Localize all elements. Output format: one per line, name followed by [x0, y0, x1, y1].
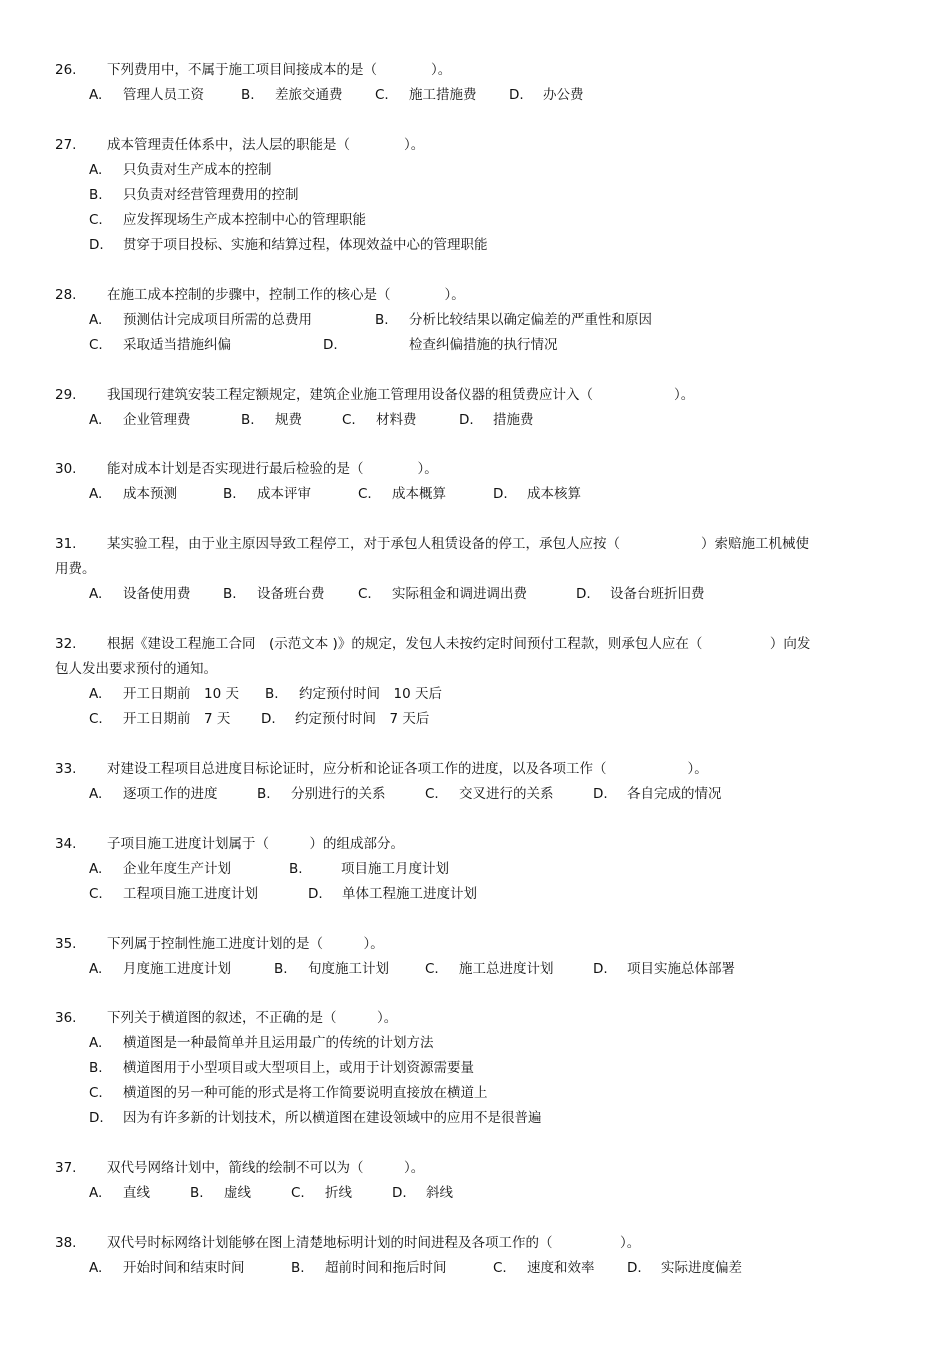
- option-letter: D.: [576, 586, 591, 602]
- option-letter: A.: [89, 586, 103, 602]
- option-text: 成本预测: [123, 486, 177, 502]
- option-letter: C.: [493, 1260, 507, 1276]
- answer-option[interactable]: [89, 682, 239, 707]
- question-stem: [55, 832, 895, 857]
- option-letter: B.: [375, 312, 389, 328]
- option-text: 措施费: [493, 412, 534, 428]
- question-stem: [55, 632, 895, 657]
- option-text: 检查纠偏措施的执行情况: [409, 337, 558, 353]
- answer-option[interactable]: [241, 83, 343, 108]
- option-text: 成本评审: [257, 486, 311, 502]
- answer-option[interactable]: [89, 208, 366, 233]
- option-letter: C.: [89, 711, 103, 727]
- option-text: 折线: [325, 1185, 352, 1201]
- answer-option[interactable]: [342, 408, 417, 433]
- option-letter: D.: [89, 1110, 104, 1126]
- question-stem: [55, 1006, 895, 1031]
- option-letter: D.: [392, 1185, 407, 1201]
- option-text: 约定预付时间 10 天后: [299, 686, 442, 702]
- option-row: [55, 882, 895, 907]
- answer-option[interactable]: [89, 158, 272, 183]
- question-item: [55, 757, 895, 807]
- answer-option[interactable]: [241, 408, 302, 433]
- question-text: 下列费用中，不属于施工项目间接成本的是（ ）。: [107, 62, 452, 78]
- answer-option[interactable]: [576, 582, 705, 607]
- option-text: 因为有许多新的计划技术，所以横道图在建设领域中的应用不是很普遍: [123, 1110, 542, 1126]
- question-item: [55, 58, 895, 108]
- question-item: [55, 532, 895, 607]
- answer-option[interactable]: [89, 183, 299, 208]
- option-text: 单体工程施工进度计划: [342, 886, 477, 902]
- option-text: 分析比较结果以确定偏差的严重性和原因: [409, 312, 652, 328]
- answer-option[interactable]: [89, 333, 231, 358]
- question-number: 33.: [55, 761, 77, 777]
- question-text: 双代号网络计划中，箭线的绘制不可以为（ ）。: [107, 1160, 425, 1176]
- option-row: [55, 83, 895, 108]
- option-text: 开工日期前 7 天: [123, 711, 231, 727]
- option-row: [55, 158, 895, 183]
- option-letter: B.: [265, 686, 279, 702]
- option-row: [55, 1106, 895, 1131]
- option-text: 交叉进行的关系: [459, 786, 554, 802]
- option-letter: D.: [493, 486, 508, 502]
- answer-option[interactable]: [223, 582, 325, 607]
- answer-option[interactable]: [509, 83, 584, 108]
- question-item: [55, 457, 895, 507]
- option-text: 超前时间和拖后时间: [325, 1260, 447, 1276]
- question-number: 27.: [55, 137, 77, 153]
- option-text: 实际租金和调进调出费: [392, 586, 527, 602]
- option-letter: C.: [342, 412, 356, 428]
- option-text: 项目施工月度计划: [341, 861, 449, 877]
- option-text: 旬度施工计划: [308, 961, 389, 977]
- option-letter: A.: [89, 412, 103, 428]
- answer-option[interactable]: [89, 1031, 434, 1056]
- option-letter: A.: [89, 312, 103, 328]
- option-row: [55, 1256, 895, 1281]
- option-text: 企业管理费: [123, 412, 191, 428]
- option-row: [55, 208, 895, 233]
- answer-option[interactable]: [358, 482, 446, 507]
- option-letter: D.: [509, 87, 524, 103]
- option-letter: B.: [274, 961, 288, 977]
- option-text: 速度和效率: [527, 1260, 595, 1276]
- question-item: [55, 832, 895, 907]
- option-text: 预测估计完成项目所需的总费用: [123, 312, 312, 328]
- question-number: 35.: [55, 936, 77, 952]
- option-text: 直线: [123, 1185, 150, 1201]
- question-stem: [55, 1156, 895, 1181]
- answer-option[interactable]: [89, 707, 230, 732]
- question-item: [55, 133, 895, 258]
- answer-option[interactable]: [89, 1256, 245, 1281]
- answer-option[interactable]: [375, 308, 652, 333]
- option-text: 规费: [275, 412, 302, 428]
- answer-option[interactable]: [291, 1181, 352, 1206]
- answer-option[interactable]: [425, 957, 554, 982]
- question-text: 能对成本计划是否实现进行最后检验的是（ ）。: [107, 461, 438, 477]
- answer-option[interactable]: [89, 408, 191, 433]
- answer-option[interactable]: [190, 1181, 251, 1206]
- question-item: [55, 632, 895, 732]
- option-text: 企业年度生产计划: [123, 861, 231, 877]
- option-text: 约定预付时间 7 天后: [295, 711, 430, 727]
- answer-option[interactable]: [274, 957, 389, 982]
- answer-option[interactable]: [89, 1081, 488, 1106]
- option-letter: A.: [89, 961, 103, 977]
- option-row: [55, 183, 895, 208]
- option-letter: D.: [89, 237, 104, 253]
- answer-option[interactable]: [289, 857, 449, 882]
- option-letter: C.: [89, 212, 103, 228]
- answer-option[interactable]: [89, 857, 231, 882]
- option-letter: A.: [89, 1260, 103, 1276]
- option-letter: D.: [593, 961, 608, 977]
- answer-option[interactable]: [291, 1256, 447, 1281]
- question-text-continued: 包人发出要求预付的通知。: [55, 661, 217, 677]
- question-item: [55, 1006, 895, 1131]
- option-letter: D.: [323, 337, 338, 353]
- option-text: 成本核算: [527, 486, 581, 502]
- question-text: 对建设工程项目总进度目标论证时，应分析和论证各项工作的进度，以及各项工作（ ）。: [107, 761, 708, 777]
- question-number: 32.: [55, 636, 77, 652]
- question-stem: [55, 283, 895, 308]
- question-item: [55, 383, 895, 433]
- option-row: [55, 408, 895, 433]
- question-number: 34.: [55, 836, 77, 852]
- option-letter: C.: [425, 961, 439, 977]
- answer-option[interactable]: [89, 83, 204, 108]
- option-text: 应发挥现场生产成本控制中心的管理职能: [123, 212, 366, 228]
- question-item: [55, 1156, 895, 1206]
- option-row: [55, 682, 895, 707]
- answer-option[interactable]: [593, 782, 722, 807]
- question-text: 下列关于横道图的叙述，不正确的是（ ）。: [107, 1010, 398, 1026]
- option-text: 分别进行的关系: [291, 786, 386, 802]
- option-letter: B.: [223, 486, 237, 502]
- answer-option[interactable]: [308, 882, 477, 907]
- answer-option[interactable]: [265, 682, 442, 707]
- answer-option[interactable]: [375, 83, 477, 108]
- option-letter: C.: [89, 337, 103, 353]
- question-number: 26.: [55, 62, 77, 78]
- option-letter: A.: [89, 786, 103, 802]
- option-letter: B.: [223, 586, 237, 602]
- option-row: [55, 957, 895, 982]
- option-text: 办公费: [543, 87, 584, 103]
- option-letter: C.: [89, 1085, 103, 1101]
- question-text: 根据《建设工程施工合同 (示范文本 )》的规定，发包人未按约定时间预付工程款，则承包人应在（ ）向发: [107, 636, 811, 652]
- option-letter: A.: [89, 162, 103, 178]
- option-text: 只负责对生产成本的控制: [123, 162, 272, 178]
- option-text: 项目实施总体部署: [627, 961, 735, 977]
- option-text: 开始时间和结束时间: [123, 1260, 245, 1276]
- option-text: 施工总进度计划: [459, 961, 554, 977]
- option-text: 各自完成的情况: [627, 786, 722, 802]
- answer-option[interactable]: [89, 482, 177, 507]
- option-letter: B.: [289, 861, 303, 877]
- option-text: 贯穿于项目投标、实施和结算过程，体现效益中心的管理职能: [123, 237, 488, 253]
- answer-option[interactable]: [89, 1181, 150, 1206]
- option-text: 月度施工进度计划: [123, 961, 231, 977]
- answer-option[interactable]: [89, 1106, 542, 1131]
- question-stem: [55, 932, 895, 957]
- question-stem: [55, 383, 895, 408]
- option-text: 设备台班折旧费: [610, 586, 705, 602]
- option-letter: C.: [358, 586, 372, 602]
- question-stem: [55, 1231, 895, 1256]
- option-letter: D.: [459, 412, 474, 428]
- answer-option[interactable]: [627, 1256, 742, 1281]
- option-letter: D.: [261, 711, 276, 727]
- option-text: 设备班台费: [257, 586, 325, 602]
- answer-option[interactable]: [425, 782, 554, 807]
- question-text: 在施工成本控制的步骤中，控制工作的核心是（ ）。: [107, 287, 465, 303]
- option-text: 开工日期前 10 天: [123, 686, 239, 702]
- option-letter: B.: [241, 87, 255, 103]
- question-number: 37.: [55, 1160, 77, 1176]
- option-letter: A.: [89, 87, 103, 103]
- question-text: 成本管理责任体系中，法人层的职能是（ ）。: [107, 137, 425, 153]
- question-text: 双代号时标网络计划能够在图上清楚地标明计划的时间进程及各项工作的（ ）。: [107, 1235, 641, 1251]
- option-letter: A.: [89, 1035, 103, 1051]
- option-letter: B.: [291, 1260, 305, 1276]
- option-row: [55, 333, 895, 358]
- answer-option[interactable]: [223, 482, 311, 507]
- option-letter: B.: [89, 1060, 103, 1076]
- question-stem: [55, 133, 895, 158]
- option-row: [55, 233, 895, 258]
- option-row: [55, 308, 895, 333]
- question-text: 我国现行建筑安装工程定额规定，建筑企业施工管理用设备仪器的租赁费应计入（ ）。: [107, 387, 695, 403]
- question-number: 28.: [55, 287, 77, 303]
- option-row: [55, 1181, 895, 1206]
- answer-option[interactable]: [493, 1256, 595, 1281]
- option-text: 成本概算: [392, 486, 446, 502]
- option-letter: C.: [358, 486, 372, 502]
- option-letter: D.: [627, 1260, 642, 1276]
- option-text: 施工措施费: [409, 87, 477, 103]
- option-letter: B.: [190, 1185, 204, 1201]
- option-letter: C.: [291, 1185, 305, 1201]
- option-letter: B.: [241, 412, 255, 428]
- answer-option[interactable]: [392, 1181, 453, 1206]
- answer-option[interactable]: [358, 582, 527, 607]
- option-letter: B.: [89, 187, 103, 203]
- question-stem: [55, 58, 895, 83]
- option-letter: A.: [89, 1185, 103, 1201]
- option-text: 只负责对经营管理费用的控制: [123, 187, 299, 203]
- option-text: 横道图的另一种可能的形式是将工作简要说明直接放在横道上: [123, 1085, 488, 1101]
- option-text: 材料费: [376, 412, 417, 428]
- answer-option[interactable]: [89, 957, 231, 982]
- option-row: [55, 1081, 895, 1106]
- option-row: [55, 857, 895, 882]
- question-text: 某实验工程，由于业主原因导致工程停工，对于承包人租赁设备的停工，承包人应按（ ）索赔施工机械使: [107, 536, 809, 552]
- question-item: [55, 283, 895, 358]
- answer-option[interactable]: [89, 782, 218, 807]
- answer-option[interactable]: [261, 707, 429, 732]
- option-row: [55, 1031, 895, 1056]
- question-number: 31.: [55, 536, 77, 552]
- option-text: 实际进度偏差: [661, 1260, 742, 1276]
- answer-option[interactable]: [89, 308, 312, 333]
- option-letter: B.: [257, 786, 271, 802]
- option-row: [55, 582, 895, 607]
- question-number: 38.: [55, 1235, 77, 1251]
- question-number: 29.: [55, 387, 77, 403]
- option-text: 横道图是一种最简单并且运用最广的传统的计划方法: [123, 1035, 434, 1051]
- answer-option[interactable]: [323, 333, 558, 358]
- option-text: 工程项目施工进度计划: [123, 886, 258, 902]
- option-row: [55, 1056, 895, 1081]
- question-text: 子项目施工进度计划属于（ ）的组成部分。: [107, 836, 404, 852]
- question-stem: [55, 757, 895, 782]
- option-text: 逐项工作的进度: [123, 786, 218, 802]
- option-text: 差旅交通费: [275, 87, 343, 103]
- question-item: [55, 1231, 895, 1281]
- answer-option[interactable]: [89, 582, 191, 607]
- question-number: 30.: [55, 461, 77, 477]
- question-text-continued: 用费。: [55, 561, 96, 577]
- question-number: 36.: [55, 1010, 77, 1026]
- option-letter: D.: [308, 886, 323, 902]
- option-text: 管理人员工资: [123, 87, 204, 103]
- option-letter: C.: [89, 886, 103, 902]
- question-stem: [55, 532, 895, 557]
- option-letter: C.: [375, 87, 389, 103]
- answer-option[interactable]: [89, 233, 488, 258]
- option-letter: D.: [593, 786, 608, 802]
- answer-option[interactable]: [89, 1056, 474, 1081]
- option-letter: A.: [89, 486, 103, 502]
- question-item: [55, 932, 895, 982]
- option-text: 横道图用于小型项目或大型项目上，或用于计划资源需要量: [123, 1060, 474, 1076]
- option-row: [55, 707, 895, 732]
- option-letter: A.: [89, 861, 103, 877]
- option-letter: A.: [89, 686, 103, 702]
- answer-option[interactable]: [459, 408, 534, 433]
- answer-option[interactable]: [257, 782, 386, 807]
- option-text: 设备使用费: [123, 586, 191, 602]
- answer-option[interactable]: [593, 957, 735, 982]
- question-stem: [55, 457, 895, 482]
- option-text: 斜线: [426, 1185, 453, 1201]
- option-row: [55, 782, 895, 807]
- option-text: 采取适当措施纠偏: [123, 337, 231, 353]
- option-row: [55, 482, 895, 507]
- option-text: 虚线: [224, 1185, 251, 1201]
- question-text: 下列属于控制性施工进度计划的是（ ）。: [107, 936, 384, 952]
- option-letter: C.: [425, 786, 439, 802]
- answer-option[interactable]: [493, 482, 581, 507]
- answer-option[interactable]: [89, 882, 258, 907]
